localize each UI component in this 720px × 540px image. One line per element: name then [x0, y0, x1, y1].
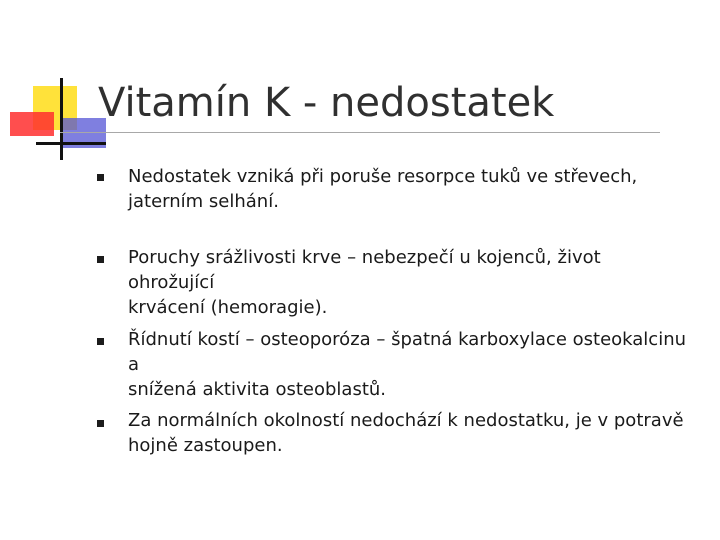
bullet-line: Za normálních okolností nedochází k nedostatku, je v potravě [128, 410, 684, 431]
bullet-line: snížená aktivita osteoblastů. [128, 379, 387, 400]
bullet-line: hojně zastoupen. [128, 435, 283, 456]
bullet-line: jaterním selhání. [128, 191, 279, 212]
bullet-line: Řídnutí kostí – osteoporóza – špatná karboxylace osteokalcinu a [128, 329, 687, 375]
square-bullet-icon [97, 256, 104, 263]
red-square [10, 112, 54, 136]
title-underline [60, 132, 660, 133]
bullet-line: Poruchy srážlivosti krve – nebezpečí u kojenců, život ohrožující [128, 247, 601, 293]
horizontal-line [36, 142, 106, 145]
bullet-line: Nedostatek vzniká při poruše resorpce tuků ve střevech, [128, 166, 638, 187]
square-bullet-icon [97, 174, 104, 181]
vertical-line [60, 78, 63, 160]
bullet-line: krvácení (hemoragie). [128, 297, 328, 318]
square-bullet-icon [97, 338, 104, 345]
square-bullet-icon [97, 420, 104, 427]
slide-title: Vitamín K - nedostatek [98, 80, 555, 126]
